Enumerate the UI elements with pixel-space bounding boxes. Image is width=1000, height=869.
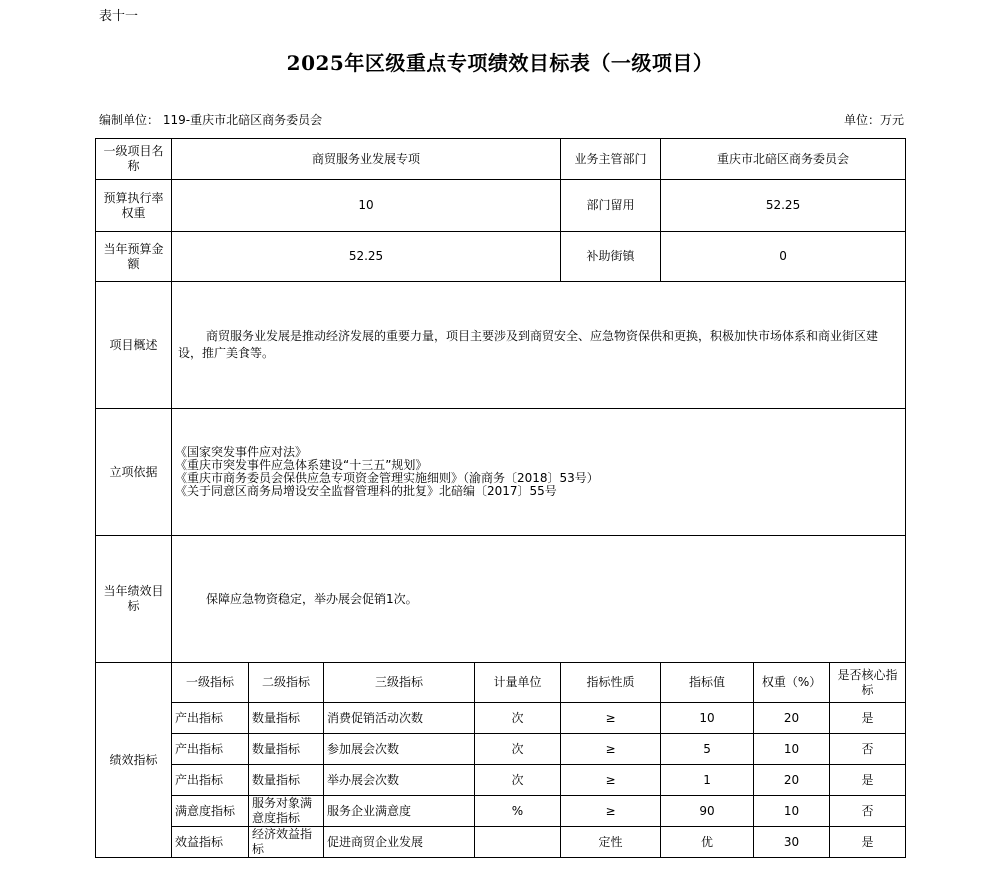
indicator-header-row <box>96 663 906 703</box>
nature-cell: ≥ <box>561 703 661 734</box>
exec-weight-value: 10 <box>172 180 561 232</box>
level2-cell: 经济效益指标 <box>249 827 324 858</box>
level2-cell: 数量指标 <box>249 734 324 765</box>
table-row <box>96 827 906 858</box>
document-label: 表十一 <box>99 9 139 24</box>
column-header: 指标性质 <box>561 663 661 703</box>
weight-cell: 10 <box>754 734 830 765</box>
value-cell: 5 <box>661 734 754 765</box>
performance-table <box>95 138 906 858</box>
unit-cell: 次 <box>475 734 561 765</box>
nature-cell: ≥ <box>561 734 661 765</box>
table-row <box>96 796 906 827</box>
level1-cell: 效益指标 <box>172 827 249 858</box>
dept-value: 重庆市北碚区商务委员会 <box>661 139 906 180</box>
level3-cell: 举办展会次数 <box>324 765 475 796</box>
basis-row <box>96 409 906 536</box>
level3-cell: 参加展会次数 <box>324 734 475 765</box>
nature-cell: 定性 <box>561 827 661 858</box>
weight-cell: 20 <box>754 703 830 734</box>
budget-label: 当年预算金额 <box>96 232 172 282</box>
level1-cell: 产出指标 <box>172 765 249 796</box>
level3-cell: 服务企业满意度 <box>324 796 475 827</box>
unit-cell: % <box>475 796 561 827</box>
compiler-value: 119-重庆市北碚区商务委员会 <box>162 113 323 127</box>
dept-reserve-value: 52.25 <box>661 180 906 232</box>
indicators-label: 绩效指标 <box>96 663 172 858</box>
unit-cell: 次 <box>475 703 561 734</box>
budget-value: 52.25 <box>172 232 561 282</box>
level2-cell: 服务对象满意度指标 <box>249 796 324 827</box>
basis-item: 《关于同意区商务局增设安全监督管理科的批复》北碚编〔2017〕55号 <box>175 484 557 498</box>
level1-cell: 满意度指标 <box>172 796 249 827</box>
core-cell: 否 <box>830 734 906 765</box>
header-row-3 <box>96 232 906 282</box>
level3-cell: 促进商贸企业发展 <box>324 827 475 858</box>
exec-weight-label: 预算执行率权重 <box>96 180 172 232</box>
overview-label: 项目概述 <box>96 282 172 409</box>
basis-item: 《国家突发事件应对法》 <box>175 445 308 459</box>
value-cell: 90 <box>661 796 754 827</box>
project-name-value: 商贸服务业发展专项 <box>172 139 561 180</box>
column-header: 指标值 <box>661 663 754 703</box>
overview-text: 商贸服务业发展是推动经济发展的重要力量，项目主要涉及到商贸安全、应急物资保供和更换，积极加快市场体系和商业街区建设，推广美食等。 <box>178 329 879 360</box>
level2-cell: 数量指标 <box>249 703 324 734</box>
core-cell: 是 <box>830 703 906 734</box>
basis-list <box>172 409 906 536</box>
goal-row <box>96 536 906 663</box>
level2-cell: 数量指标 <box>249 765 324 796</box>
goal-text: 保障应急物资稳定，举办展会促销1次。 <box>206 591 418 606</box>
column-header: 三级指标 <box>324 663 475 703</box>
unit-text: 单位：万元 <box>843 113 904 127</box>
basis-label: 立项依据 <box>96 409 172 536</box>
weight-cell: 10 <box>754 796 830 827</box>
basis-item: 《重庆市突发事件应急体系建设“十三五”规划》 <box>175 458 428 472</box>
level1-cell: 产出指标 <box>172 703 249 734</box>
column-header: 计量单位 <box>475 663 561 703</box>
value-cell: 1 <box>661 765 754 796</box>
level3-cell: 消费促销活动次数 <box>324 703 475 734</box>
core-cell: 是 <box>830 827 906 858</box>
goal-label: 当年绩效目标 <box>96 536 172 663</box>
nature-cell: ≥ <box>561 796 661 827</box>
table-row <box>96 703 906 734</box>
subsidy-label: 补助街镇 <box>561 232 661 282</box>
column-header: 二级指标 <box>249 663 324 703</box>
compiler-label: 编制单位： <box>99 113 160 127</box>
dept-reserve-label: 部门留用 <box>561 180 661 232</box>
compiler-info <box>99 111 322 128</box>
table-row <box>96 734 906 765</box>
core-cell: 是 <box>830 765 906 796</box>
core-cell: 否 <box>830 796 906 827</box>
page-title: 2025年区级重点专项绩效目标表（一级项目） <box>286 51 714 75</box>
column-header: 权重（%） <box>754 663 830 703</box>
dept-label: 业务主管部门 <box>561 139 661 180</box>
project-name-label: 一级项目名称 <box>96 139 172 180</box>
unit-cell <box>475 827 561 858</box>
column-header: 一级指标 <box>172 663 249 703</box>
header-row-1 <box>96 139 906 180</box>
basis-item: 《重庆市商务委员会保供应急专项资金管理实施细则》（渝商务〔2018〕53号） <box>175 471 599 485</box>
weight-cell: 20 <box>754 765 830 796</box>
header-row-2 <box>96 180 906 232</box>
weight-cell: 30 <box>754 827 830 858</box>
value-cell: 10 <box>661 703 754 734</box>
table-row <box>96 765 906 796</box>
unit-cell: 次 <box>475 765 561 796</box>
value-cell: 优 <box>661 827 754 858</box>
overview-row <box>96 282 906 409</box>
nature-cell: ≥ <box>561 765 661 796</box>
subsidy-value: 0 <box>661 232 906 282</box>
level1-cell: 产出指标 <box>172 734 249 765</box>
column-header: 是否核心指标 <box>830 663 906 703</box>
